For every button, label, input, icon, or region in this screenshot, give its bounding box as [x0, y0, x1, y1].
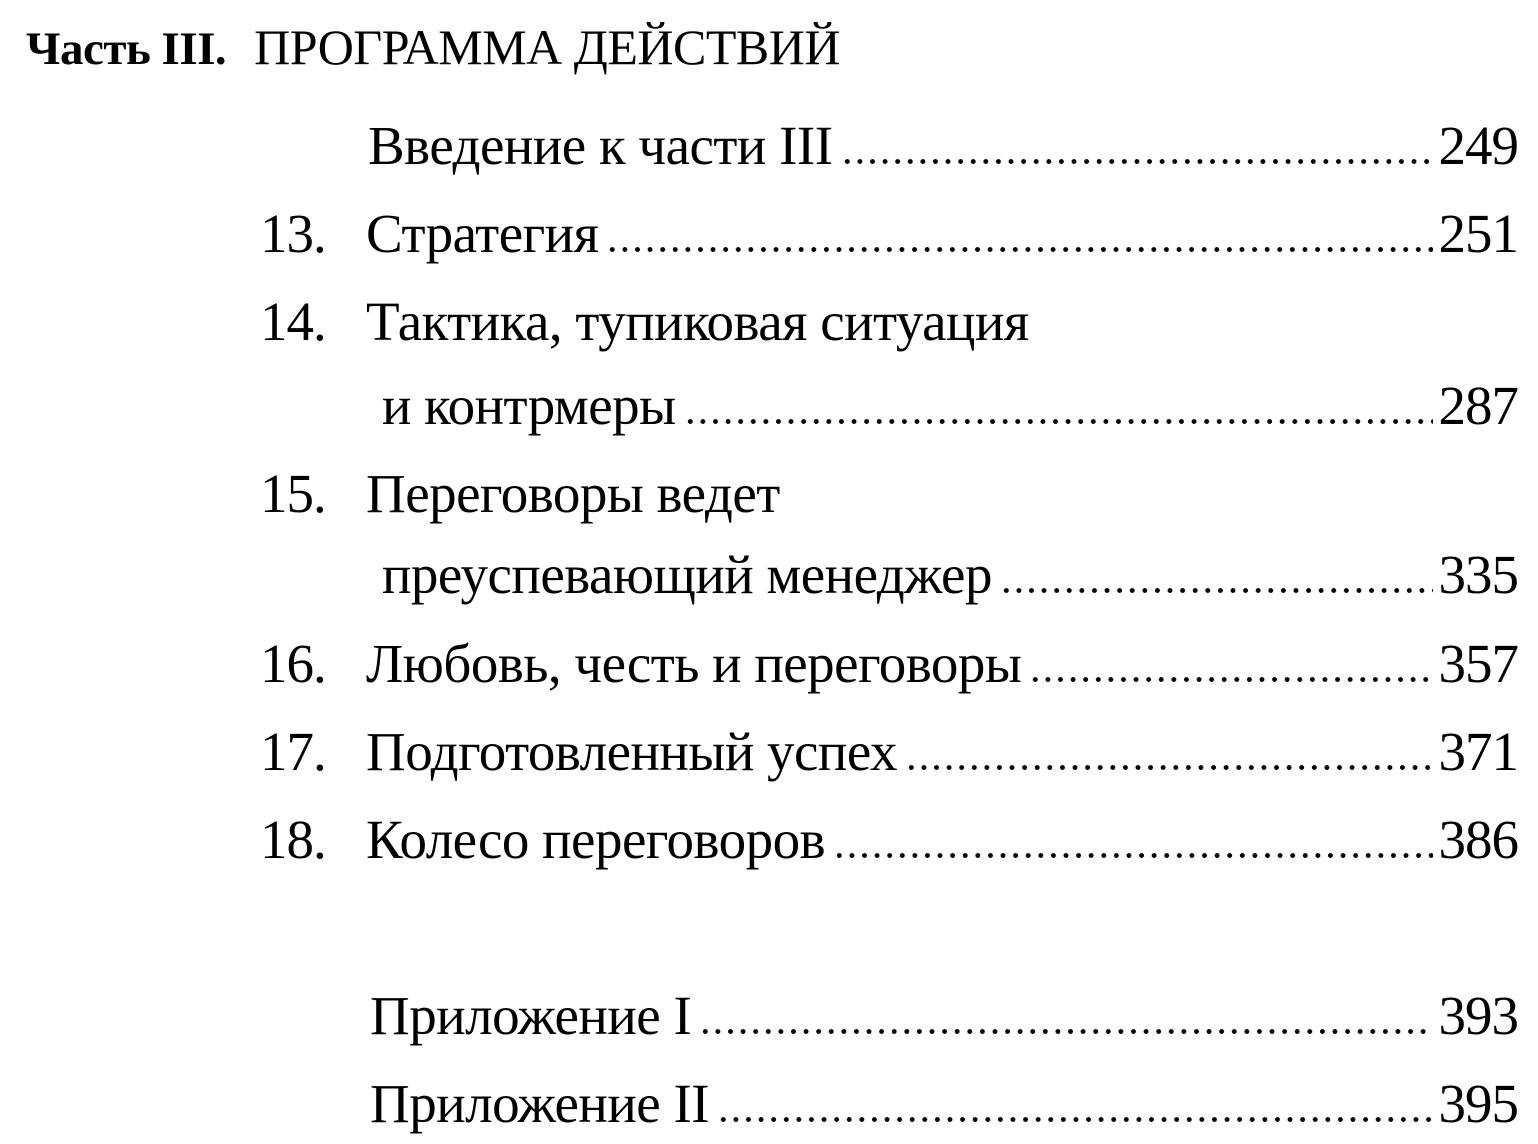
toc-entry-title: преуспевающий менеджер: [382, 544, 992, 605]
toc-entry-number: 13.: [260, 203, 326, 264]
toc-entry-page: 251: [1438, 203, 1518, 264]
toc-entry-chapter-15[interactable]: [260, 463, 1518, 524]
dot-leader: [1000, 583, 1433, 593]
dot-leader: [699, 1024, 1432, 1034]
dot-leader: [717, 1112, 1432, 1122]
toc-entry-page: 393: [1438, 985, 1518, 1046]
dot-leader: [833, 848, 1432, 858]
toc-entry-number: 15.: [260, 463, 326, 524]
toc-entry-page: 386: [1438, 809, 1518, 870]
toc-entry-appendix-2[interactable]: [260, 1073, 1518, 1134]
toc-entry-page: 249: [1438, 115, 1518, 176]
toc-entry-title: Колесо переговоров: [366, 809, 826, 870]
toc-entry-title: Подготовленный успех: [366, 721, 898, 782]
toc-entry-page: 395: [1438, 1073, 1518, 1134]
dot-leader: [684, 414, 1433, 424]
toc-entry-number: 17.: [260, 721, 326, 782]
toc-entry-number: 18.: [260, 809, 326, 870]
toc-entry-title: Переговоры ведет: [366, 463, 780, 524]
toc-entry-page: 371: [1438, 721, 1518, 782]
toc-entry-title: Введение к части III: [368, 115, 833, 176]
toc-entry-chapter-14[interactable]: [260, 291, 1518, 352]
toc-entry-title: Стратегия: [366, 203, 599, 264]
dot-leader: [1029, 672, 1432, 682]
toc-entry-appendix-1[interactable]: [260, 985, 1518, 1046]
toc-entry-introduction[interactable]: [260, 115, 1518, 176]
toc-entry-number: 16.: [260, 633, 326, 694]
toc-entry-title: Приложение II: [370, 1073, 710, 1134]
dot-leader: [841, 154, 1433, 164]
toc-entry-page: 357: [1438, 633, 1518, 694]
toc-entry-number: 14.: [260, 291, 326, 352]
dot-leader: [606, 242, 1432, 252]
toc-entry-chapter-14-continued[interactable]: [260, 375, 1518, 436]
toc-entry-chapter-13[interactable]: [260, 203, 1518, 264]
toc-entry-title: Тактика, тупиковая ситуация: [366, 291, 1029, 352]
part-heading: [26, 19, 840, 75]
toc-entry-chapter-18[interactable]: [260, 809, 1518, 870]
toc-entry-chapter-17[interactable]: [260, 721, 1518, 782]
dot-leader: [905, 760, 1432, 770]
toc-entry-chapter-15-continued[interactable]: [260, 544, 1518, 605]
toc-entry-title: Любовь, честь и переговоры: [366, 633, 1022, 694]
part-label: Часть III.: [26, 23, 227, 75]
toc-entry-title: Приложение I: [370, 985, 692, 1046]
toc-entry-title: и контрмеры: [382, 375, 676, 436]
toc-entry-page: 287: [1438, 375, 1518, 436]
toc-entry-page: 335: [1438, 544, 1518, 605]
part-title: ПРОГРАММА ДЕЙСТВИЙ: [254, 19, 840, 75]
toc-entry-chapter-16[interactable]: [260, 633, 1518, 694]
